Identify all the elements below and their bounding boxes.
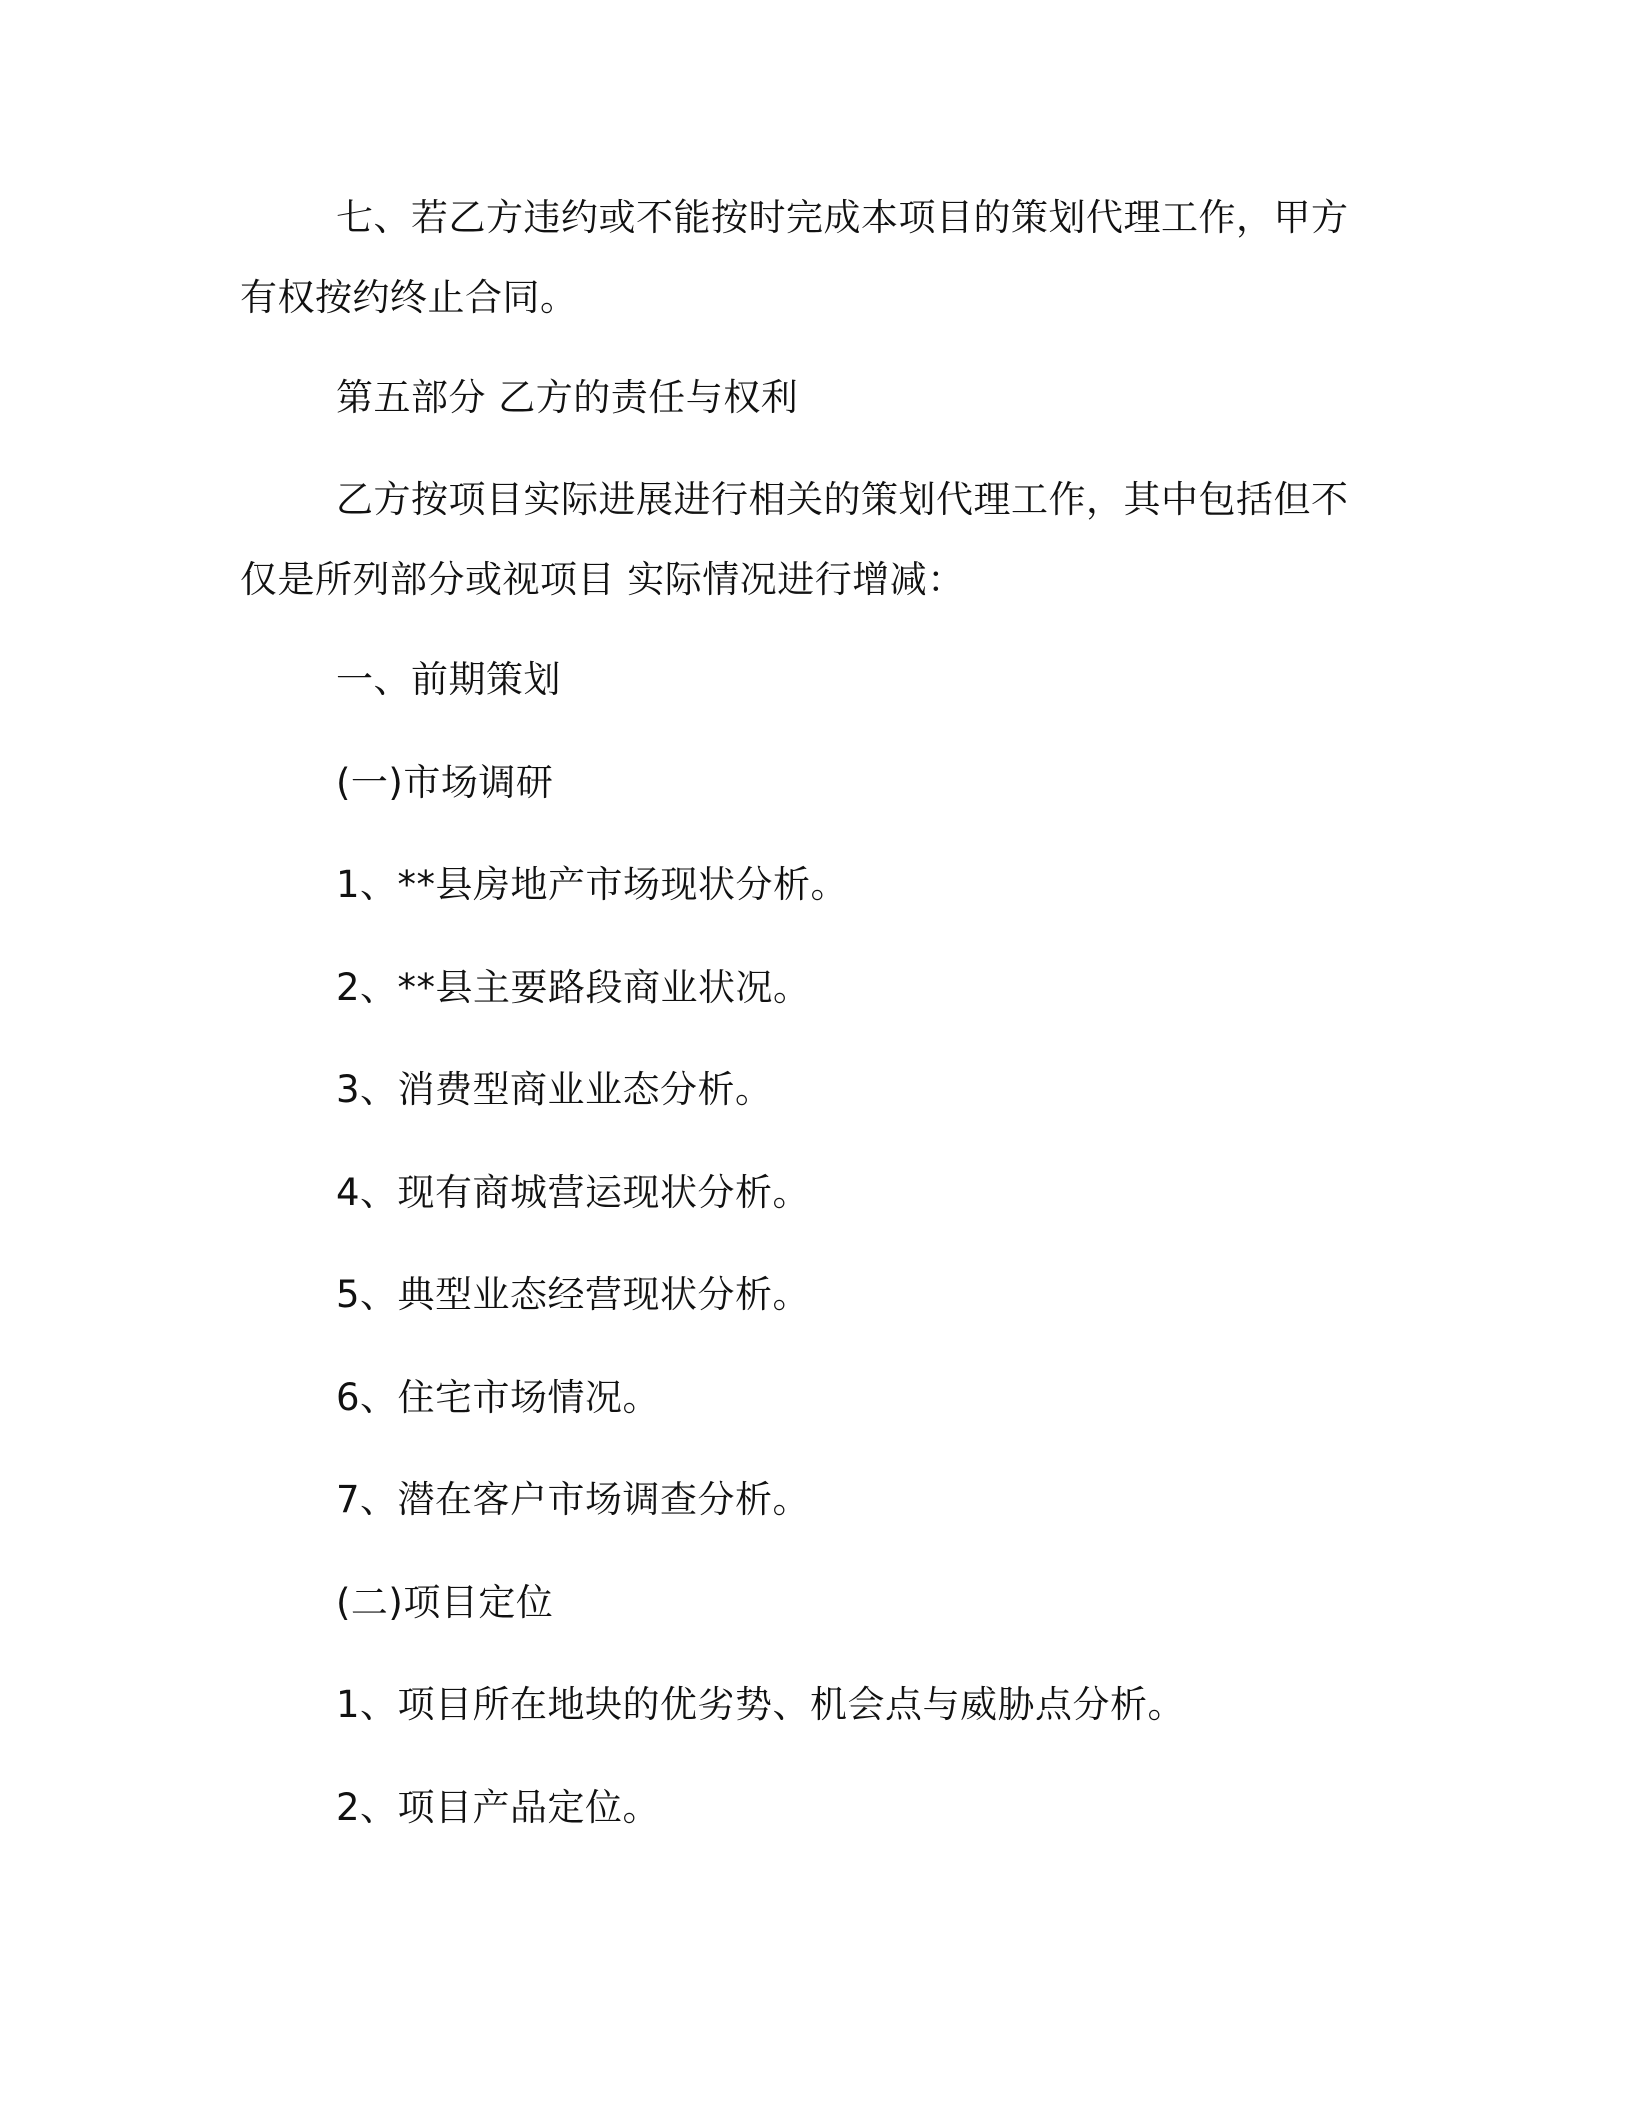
list-item: 1、**县房地产市场现状分析。	[336, 863, 849, 906]
paragraph-scope-intro: 乙方按项目实际进展进行相关的策划代理工作，其中包括但不仅是所列部分或视项目 实际情况进行增减：	[240, 478, 1349, 601]
section-heading: 第五部分 乙方的责任与权利	[336, 376, 799, 419]
list-item: 4、现有商城营运现状分析。	[336, 1171, 811, 1214]
list-item: 7、潜在客户市场调查分析。	[336, 1478, 811, 1521]
list-item: 2、项目产品定位。	[336, 1786, 661, 1829]
heading-early-planning: 一、前期策划	[336, 658, 561, 701]
subheading-project-positioning: (二)项目定位	[336, 1581, 554, 1624]
list-item: 1、项目所在地块的优劣势、机会点与威胁点分析。	[336, 1683, 1186, 1726]
subheading-market-research: (一)市场调研	[336, 761, 554, 804]
paragraph-breach-clause: 七、若乙方违约或不能按时完成本项目的策划代理工作，甲方有权按约终止合同。	[240, 196, 1349, 319]
list-item: 6、住宅市场情况。	[336, 1376, 661, 1419]
list-item: 3、消费型商业业态分析。	[336, 1068, 773, 1111]
list-item: 2、**县主要路段商业状况。	[336, 966, 811, 1009]
list-item: 5、典型业态经营现状分析。	[336, 1273, 811, 1316]
